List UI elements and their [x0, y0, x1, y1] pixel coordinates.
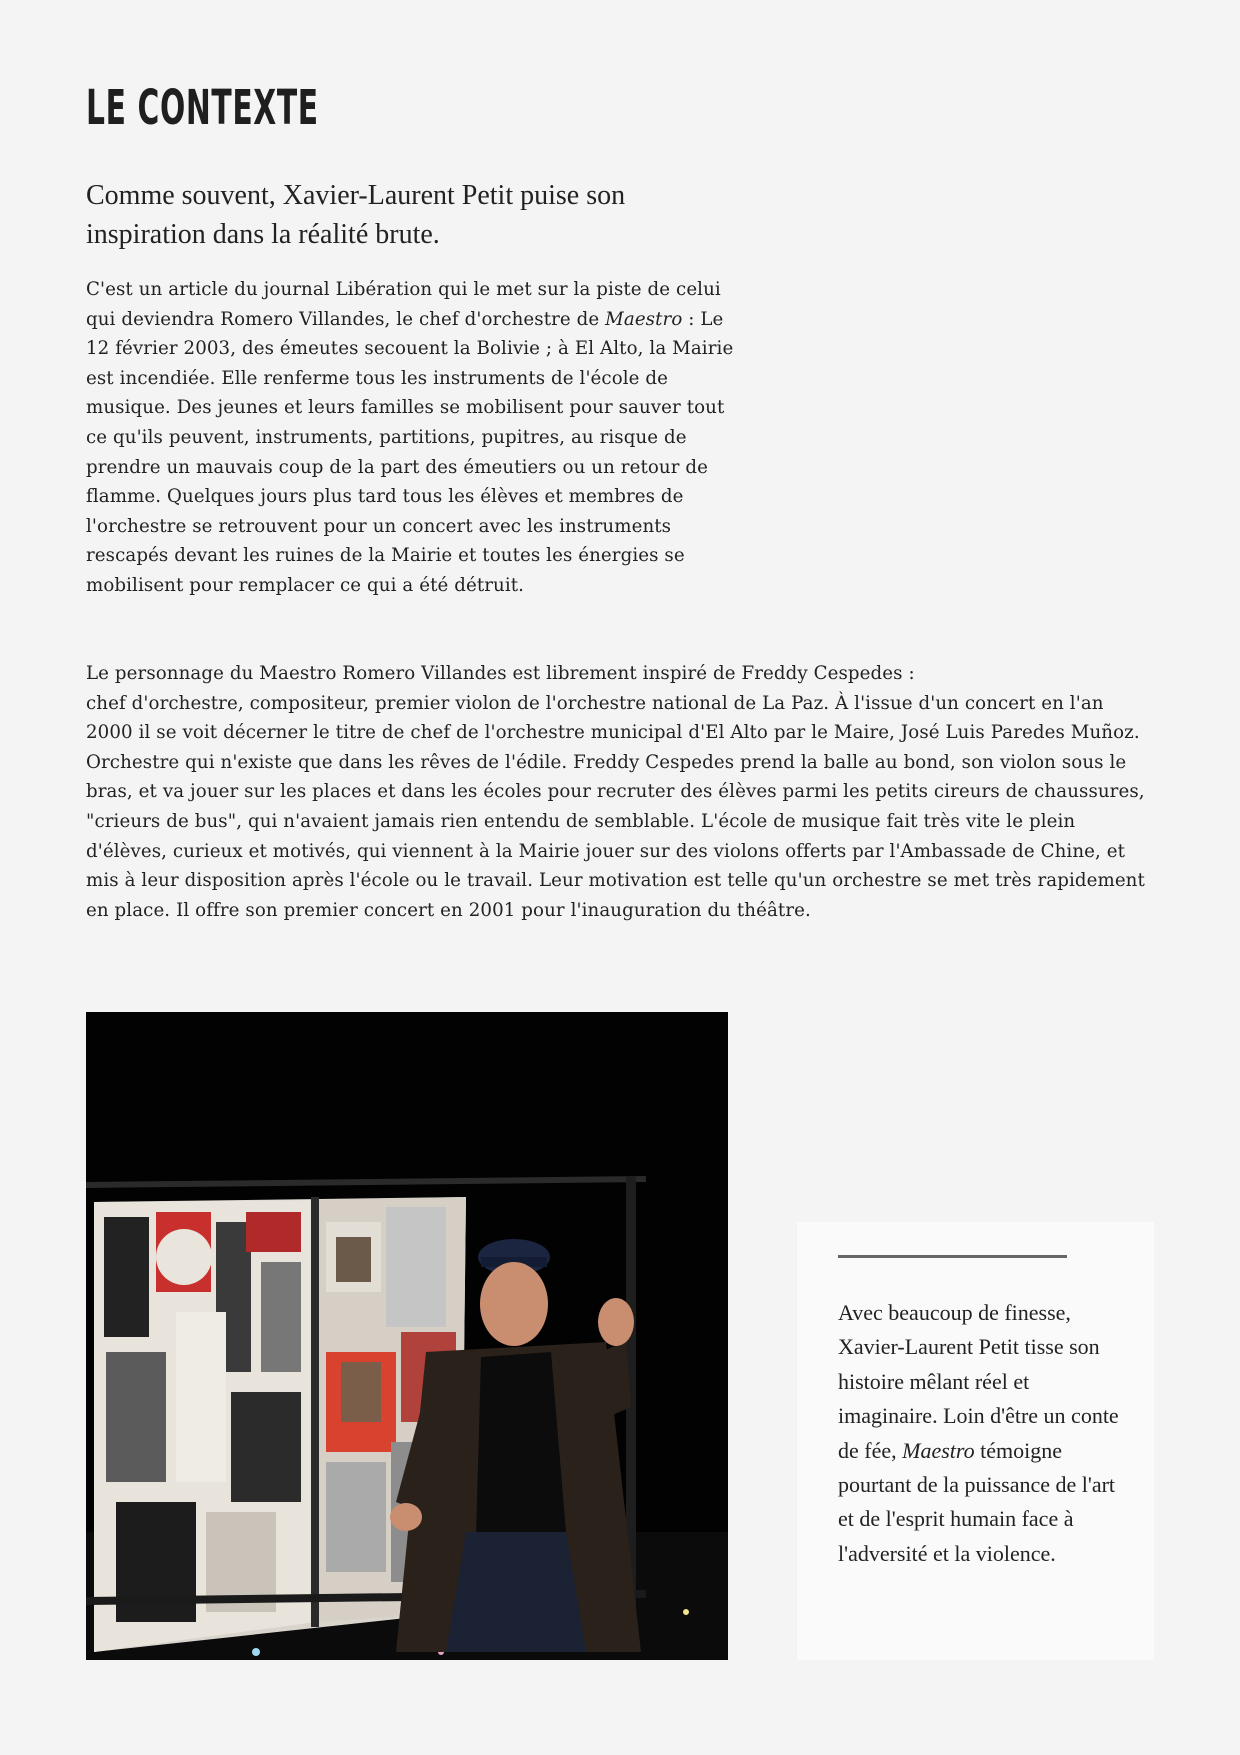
paragraph-1-title-italic: Maestro	[605, 308, 683, 330]
lead-paragraph: Comme souvent, Xavier-Laurent Petit puise son inspiration dans la réalité brute.	[86, 180, 626, 250]
paragraph-1-intro: C'est un article du journal Libération qui le met sur la piste de celui qui deviendra Romero Villandes, le chef d'orchestre de	[86, 279, 721, 330]
quote-card-rule	[838, 1255, 1067, 1258]
context-paragraph-2	[86, 659, 1152, 925]
section-title: LE CONTEXTE	[86, 80, 319, 136]
stage-photo-illustration	[86, 1012, 728, 1660]
paragraph-2-rest: chef d'orchestre, compositeur, premier violon de l'orchestre national de La Paz. À l'issue d'un concert en l'an 2000 il se voit décerner le titre de chef de l'orchestre municipal d'El Alto par le Maire, José Luis Paredes Muñoz. Orchestre qui n'existe que dans les rêves de l'édile. Freddy Cespedes prend la balle au bond, son violon sous le bras, et va jouer sur les places et dans les écoles pour recruter des élèves parmi les petits cireurs de chaussures, "crieurs de bus", qui n'avaient jamais rien entendu de semblable. L'école de musique fait très vite le plein d'élèves, curieux et motivés, qui viennent à la Mairie jouer sur des violons offerts par l'Ambassade de Chine, et mis à leur disposition après l'école ou le travail. Leur motivation est telle qu'un orchestre se met très rapidement en place. Il offre son premier concert en 2001 pour l'inauguration du théâtre.	[86, 692, 1145, 921]
quote-card	[797, 1222, 1154, 1660]
quote-card-text-before: Avec beaucoup de finesse, Xavier-Laurent Petit tisse son histoire mêlant réel et imaginaire. Loin d'être un conte de fée,	[838, 1300, 1119, 1463]
stage-photo	[86, 1012, 728, 1660]
quote-card-text-after: témoigne pourtant de la puissance de l'art et de l'esprit humain face à l'adversité et la violence.	[838, 1437, 1116, 1566]
paragraph-1-rest: : Le 12 février 2003, des émeutes secouent la Bolivie ; à El Alto, la Mairie est incendiée. Elle renferme tous les instruments de l'école de musique. Des jeunes et leurs familles se mobilisent pour sauver tout ce qu'ils peuvent, instruments, partitions, pupitres, au risque de prendre un mauvais coup de la part des émeutiers ou un retour de flamme. Quelques jours plus tard tous les élèves et membres de l'orchestre se retrouvent pour un concert avec les instruments rescapés devant les ruines de la Mairie et toutes les énergies se mobilisent pour remplacer ce qui a été détruit.	[86, 308, 734, 596]
context-paragraph-1	[86, 275, 736, 601]
quote-card-title-italic: Maestro	[902, 1437, 975, 1463]
quote-card-text	[838, 1296, 1128, 1571]
paragraph-2-line-1: Le personnage du Maestro Romero Villandes est librement inspiré de Freddy Cespedes :	[86, 663, 915, 684]
